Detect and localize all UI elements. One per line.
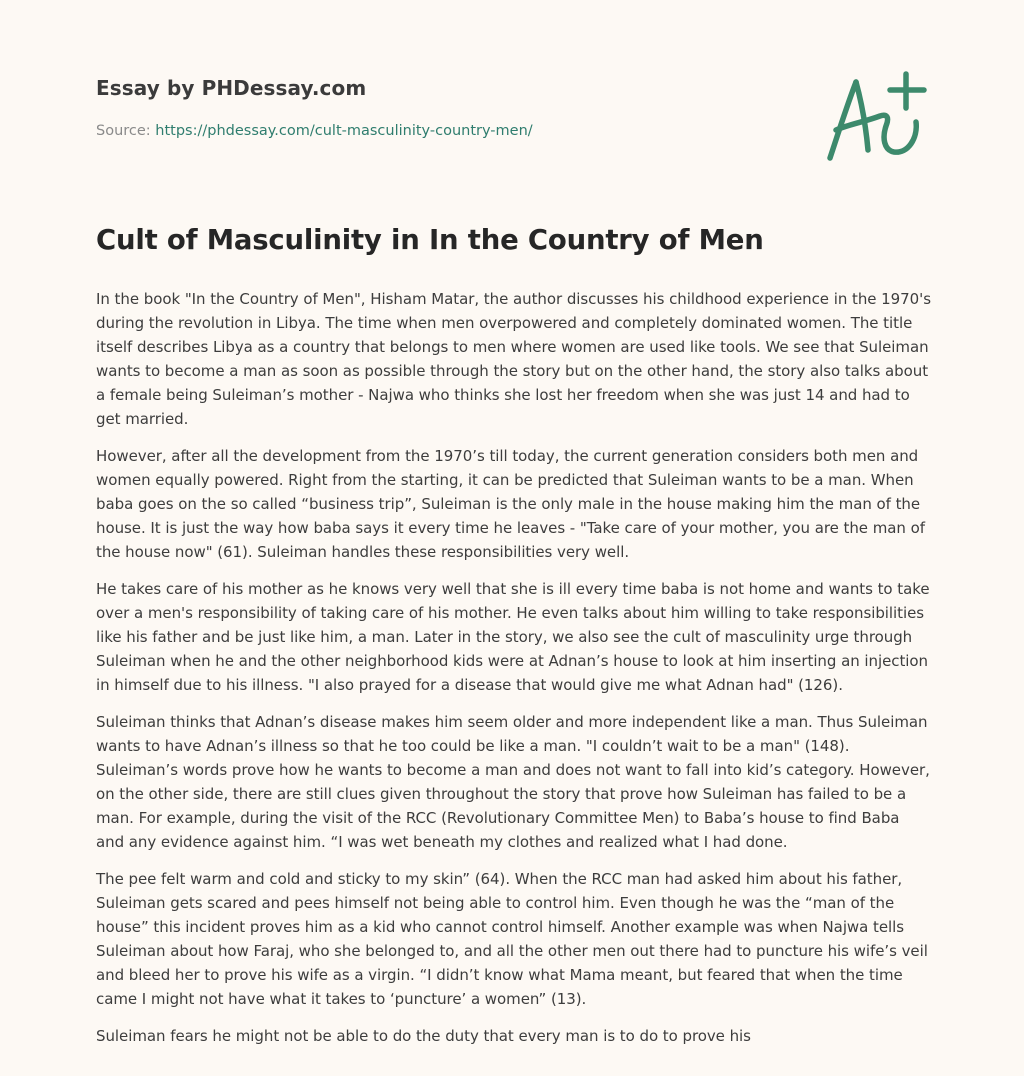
a-plus-icon: [820, 68, 932, 168]
source-label: Source:: [96, 123, 151, 139]
source-link[interactable]: https://phdessay.com/cult-masculinity-country-men/: [155, 123, 533, 139]
essay-paragraph: Suleiman fears he might not be able to do the duty that every man is to do to prove his: [96, 1027, 751, 1045]
source-line: [96, 123, 533, 139]
essay-paragraph: He takes care of his mother as he knows very well that she is ill every time baba is not home and wants to take over a men's responsibility of taking care of his mother. He even talks about him willing to take responsibilities like his father and be just like him, a man. Later in the story, we also see the cult of masculinity urge through Suleiman when he and the other neighborhood kids were at Adnan’s house to look at him inserting an injection in himself due to his illness. "I also prayed for a disease that would give me what Adnan had" (126).: [96, 580, 930, 694]
brand-heading: Essay by PHDessay.com: [96, 76, 367, 100]
essay-body: [96, 287, 932, 1061]
essay-paragraph: In the book "In the Country of Men", Hisham Matar, the author discusses his childhood experience in the 1970's during the revolution in Libya. The time when men overpowered and completely dominated women. The title itself describes Libya as a country that belongs to men where women are used like tools. We see that Suleiman wants to become a man as soon as possible through the story but on the other hand, the story also talks about a female being Suleiman’s mother - Najwa who thinks she lost her freedom when she was just 14 and had to get married.: [96, 290, 931, 428]
essay-paragraph: Suleiman thinks that Adnan’s disease makes him seem older and more independent like a man. Thus Suleiman wants to have Adnan’s illness so that he too could be like a man. "I couldn’t wait to be a man" (148). Suleiman’s words prove how he wants to become a man and does not want to fall into kid’s category. However, on the other side, there are still clues given throughout the story that prove how Suleiman has failed to be a man. For example, during the visit of the RCC (Revolutionary Committee Men) to Baba’s house to find Baba and any evidence against him. “I was wet beneath my clothes and realized what I had done.: [96, 713, 930, 851]
essay-title: Cult of Masculinity in In the Country of Men: [96, 224, 764, 256]
essay-paragraph: However, after all the development from the 1970’s till today, the current generation considers both men and women equally powered. Right from the starting, it can be predicted that Suleiman wants to be a man. When baba goes on the so called “business trip”, Suleiman is the only male in the house making him the man of the house. It is just the way how baba says it every time he leaves - "Take care of your mother, you are the man of the house now" (61). Suleiman handles these responsibilities very well.: [96, 447, 925, 561]
essay-paragraph: The pee felt warm and cold and sticky to my skin” (64). When the RCC man had asked him about his father, Suleiman gets scared and pees himself not being able to control him. Even though he was the “man of the house” this incident proves him as a kid who cannot control himself. Another example was when Najwa tells Suleiman about how Faraj, who she belonged to, and all the other men out there had to puncture his wife’s veil and bleed her to prove his wife as a virgin. “I didn’t know what Mama meant, but feared that when the time came I might not have what it takes to ‘puncture’ a women” (13).: [96, 870, 928, 1008]
